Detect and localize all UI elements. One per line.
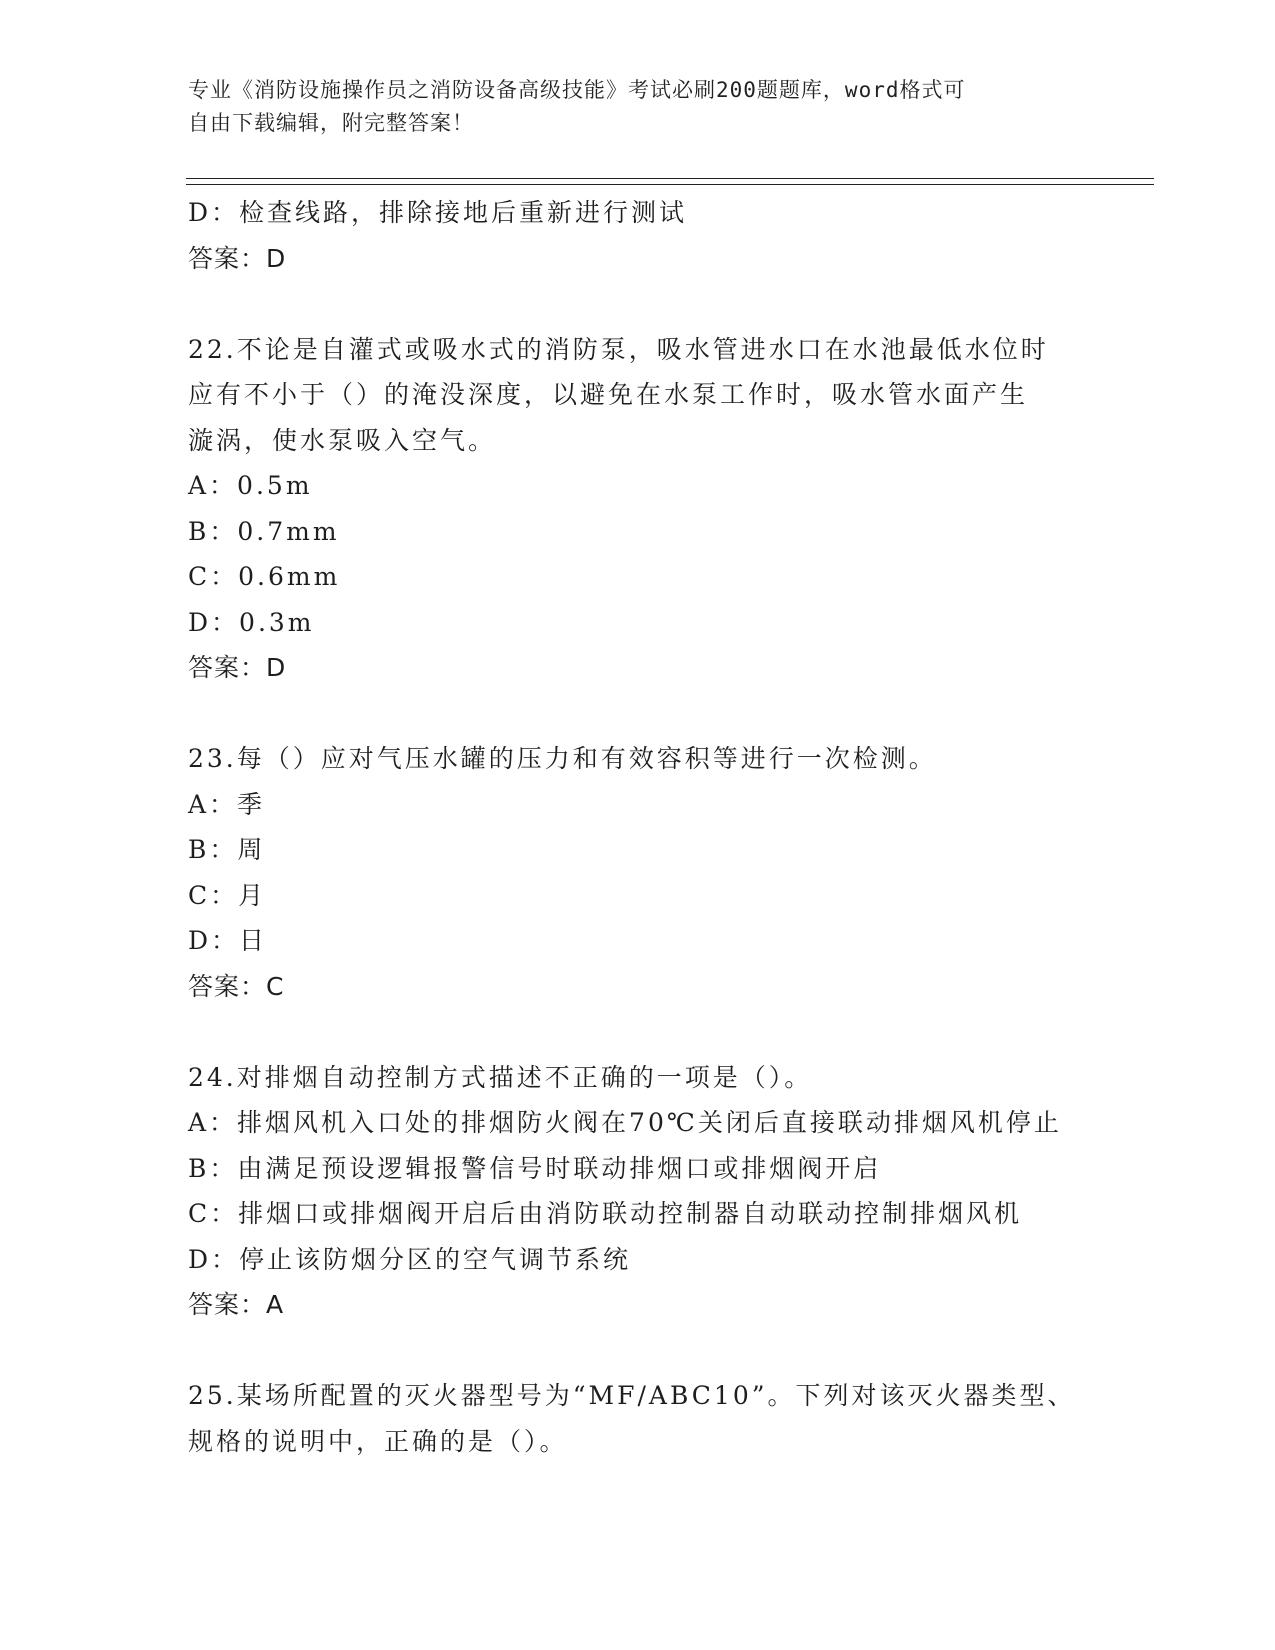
question-content: [188, 190, 1148, 1464]
option-b: B：0.7mm: [188, 516, 340, 546]
option-d: D：检查线路，排除接地后重新进行测试: [188, 198, 688, 227]
option-d: D：日: [188, 926, 268, 955]
question-text: 22.不论是自灌式或吸水式的消防泵，吸水管进水口在水池最低水位时: [188, 334, 1049, 364]
question-24: [188, 1055, 1148, 1328]
answer: 答案：A: [188, 1290, 285, 1319]
option-a: A：排烟风机入口处的排烟防火阀在70℃关闭后直接联动排烟风机停止: [188, 1108, 1062, 1137]
option-b: B：周: [188, 835, 266, 864]
question-text: 25.某场所配置的灭火器型号为“MF/ABC10”。下列对该灭火器类型、: [188, 1381, 1076, 1410]
question-23: [188, 736, 1148, 1009]
answer: 答案：D: [188, 243, 287, 273]
option-a: A：季: [188, 789, 266, 819]
answer: 答案：D: [188, 653, 287, 682]
header-rule-top: [186, 178, 1154, 179]
prev-question: [188, 190, 1148, 281]
option-a: A：0.5m: [188, 471, 313, 500]
option-d: D：停止该防烟分区的空气调节系统: [188, 1244, 632, 1274]
option-b: B：由满足预设逻辑报警信号时联动排烟口或排烟阀开启: [188, 1153, 882, 1183]
document-header: [188, 74, 1068, 140]
answer: 答案：C: [188, 971, 285, 1001]
question-22: [188, 327, 1148, 691]
question-text: 规格的说明中，正确的是（）。: [188, 1426, 568, 1456]
option-c: C：月: [188, 880, 267, 910]
question-text: 应有不小于（）的淹没深度，以避免在水泵工作时，吸水管水面产生: [188, 380, 1029, 409]
option-c: C：排烟口或排烟阀开启后由消防联动控制器自动联动控制排烟风机: [188, 1199, 1023, 1228]
question-text: 23.每（）应对气压水罐的压力和有效容积等进行一次检测。: [188, 744, 937, 773]
header-line-2: 自由下载编辑，附完整答案！: [188, 111, 474, 135]
option-d: D：0.3m: [188, 607, 315, 637]
question-text: 漩涡，使水泵吸入空气。: [188, 425, 497, 455]
header-line-1: 专业《消防设施操作员之消防设备高级技能》考试必刷200题题库，word格式可: [188, 78, 966, 102]
question-text: 24.对排烟自动控制方式描述不正确的一项是（）。: [188, 1062, 813, 1092]
header-rule-bottom: [186, 184, 1154, 185]
question-25: [188, 1373, 1148, 1464]
option-c: C：0.6mm: [188, 562, 341, 591]
